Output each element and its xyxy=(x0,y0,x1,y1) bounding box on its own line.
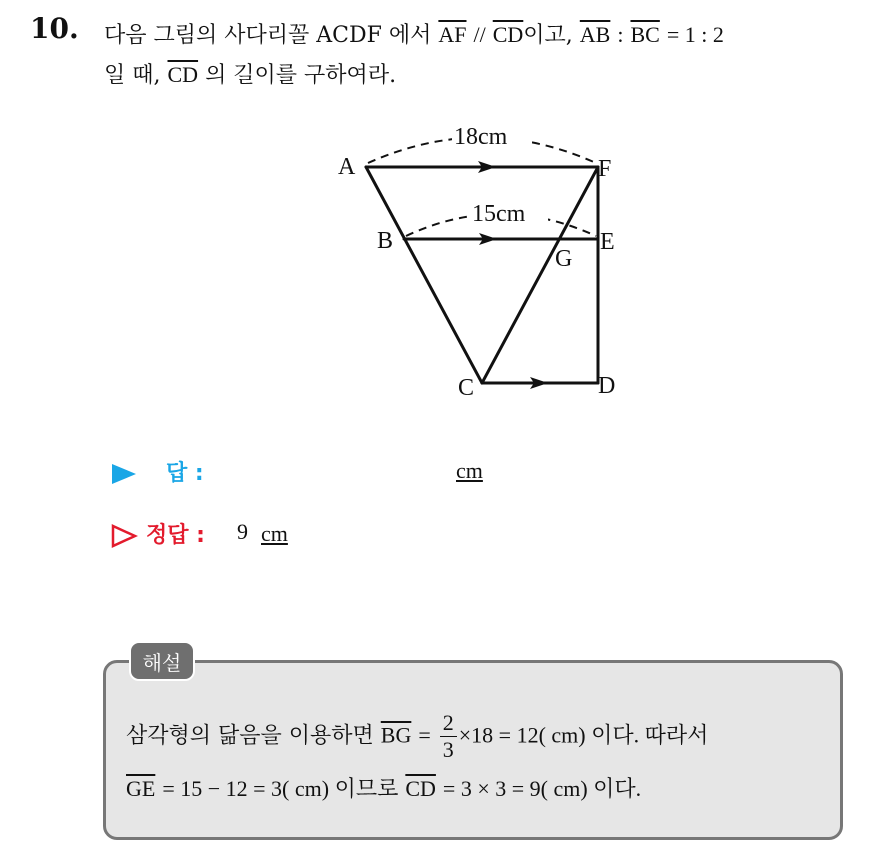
segment-ab: $\overline{AB}$ xyxy=(579,22,611,47)
top-length-label: 18cm xyxy=(454,124,508,150)
segment-cd: $\overline{CD}$ xyxy=(492,22,524,47)
equals-sign: = xyxy=(418,722,431,748)
vertex-e: E xyxy=(600,229,615,255)
segment-af: $\overline{AF}$ xyxy=(438,22,467,47)
correct-answer-value: 9 xyxy=(237,519,248,544)
question-number: 10. xyxy=(30,12,79,45)
fraction xyxy=(440,712,457,761)
parallel-symbol: // xyxy=(473,22,486,47)
outline-triangle-icon xyxy=(110,523,138,549)
vertex-f: F xyxy=(598,156,612,182)
question-line-2 xyxy=(104,58,396,89)
question-text-3: 일 때, xyxy=(104,63,161,88)
answer-unit: cm xyxy=(456,458,483,483)
mid-length-label: 15cm xyxy=(472,201,526,227)
correct-answer-label: 정답 : xyxy=(146,523,205,548)
question-text-2: 이고, xyxy=(523,23,573,48)
question-text: 다음 그림의 사다리꼴 ACDF 에서 xyxy=(104,23,432,48)
answer-row xyxy=(110,456,204,487)
trapezoid-figure xyxy=(330,115,640,415)
vertex-c: C xyxy=(458,375,475,401)
segment-cd-3: $\overline{CD}$ xyxy=(405,776,436,801)
explanation-text-1: 삼각형의 닮음을 이용하면 xyxy=(126,723,374,749)
segment-ge: $\overline{GE}$ xyxy=(126,776,156,801)
explanation-line-2 xyxy=(126,772,641,803)
vertex-d: D xyxy=(598,373,616,399)
segment-cd-2: $\overline{CD}$ xyxy=(167,62,199,87)
explanation-text-3: = 15 − 12 = 3( cm) 이므로 xyxy=(162,776,399,801)
correct-answer-unit: cm xyxy=(261,521,288,546)
filled-triangle-icon xyxy=(110,462,138,486)
answer-label: 답 : xyxy=(166,461,204,486)
ratio-colon: : xyxy=(617,22,624,47)
segment-bg: $\overline{BG}$ xyxy=(380,722,412,748)
vertex-b: B xyxy=(377,228,394,254)
segment-ac-line xyxy=(366,167,482,383)
fraction-denominator: 3 xyxy=(442,737,454,762)
explanation-line-1 xyxy=(126,712,708,761)
vertex-g: G xyxy=(555,246,573,272)
question-text-4: 의 길이를 구하여라. xyxy=(205,63,397,88)
explanation-text-4: = 3 × 3 = 9( cm) 이다. xyxy=(442,776,642,801)
ratio-value: = 1 : 2 xyxy=(666,22,724,47)
segment-bc: $\overline{BC}$ xyxy=(630,22,660,47)
question-line-1 xyxy=(104,18,724,49)
vertex-a: A xyxy=(338,154,356,180)
explanation-text-2: ×18 = 12( cm) 이다. 따라서 xyxy=(458,722,709,748)
correct-answer-row xyxy=(110,518,205,549)
explanation-tab: 해설 xyxy=(129,641,195,681)
fraction-numerator: 2 xyxy=(440,712,457,737)
